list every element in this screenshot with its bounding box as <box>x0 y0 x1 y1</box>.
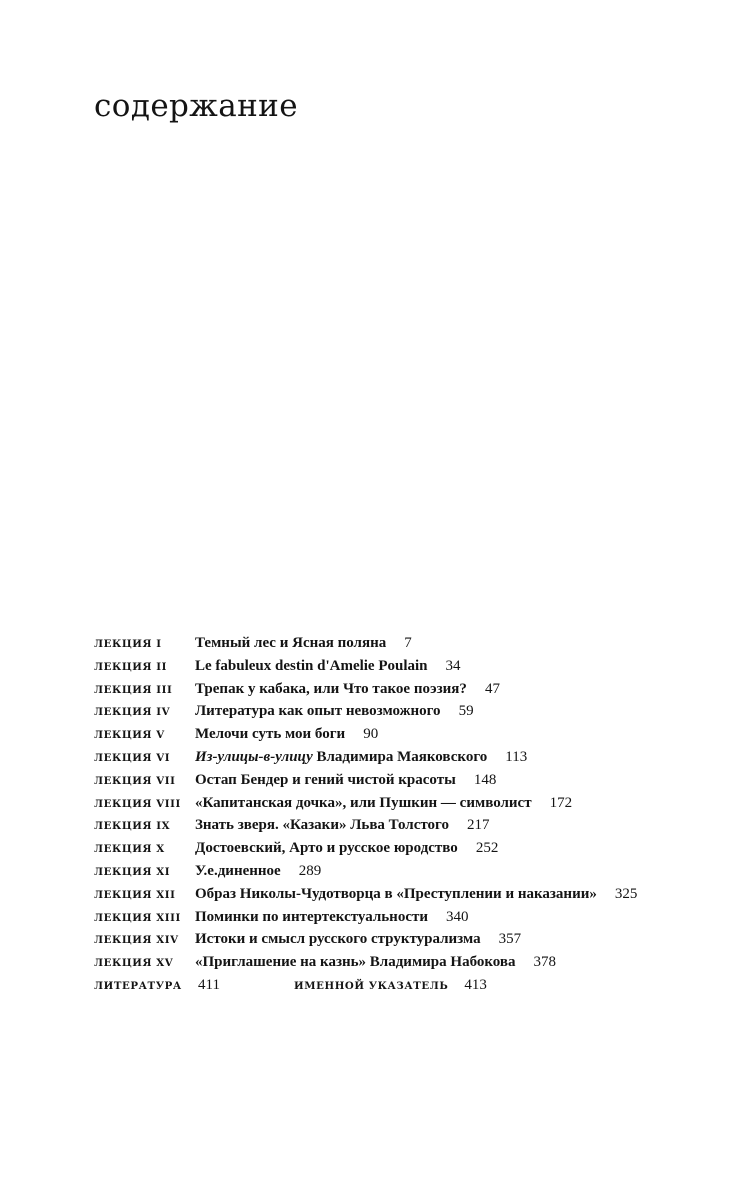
entry-title: «Приглашение на казнь» Владимира Набокова <box>195 954 516 971</box>
lecture-label: ЛЕКЦИЯ VII <box>94 774 176 787</box>
lecture-label: ЛЕКЦИЯ VI <box>94 751 171 764</box>
page-number: 90 <box>363 726 379 743</box>
entry-title: У.е.диненное <box>195 862 281 879</box>
entry-title: Темный лес и Ясная поляна <box>195 635 387 651</box>
lecture-label: ЛЕКЦИЯ IX <box>94 820 171 833</box>
toc-entry-lecture-11[interactable] <box>94 863 714 886</box>
entry-title: Достоевский, Арто и русское юродство <box>195 840 458 857</box>
lecture-label: ЛЕКЦИЯ XIII <box>94 911 181 924</box>
lecture-label: ЛЕКЦИЯ X <box>94 843 165 856</box>
page-number: 378 <box>533 954 557 971</box>
entry-title: «Капитанская дочка», или Пушкин — символист <box>195 794 532 811</box>
lecture-label: ЛЕКЦИЯ I <box>94 638 162 650</box>
page-number: 252 <box>475 840 499 857</box>
page-number: 47 <box>484 680 500 697</box>
entry-title-italic: Из-улицы-в-улицу <box>195 748 313 765</box>
page-number: 34 <box>445 657 461 674</box>
page-number: 172 <box>549 794 573 811</box>
entry-title: Мелочи суть мои боги <box>195 726 346 743</box>
toc-entry-lecture-1[interactable] <box>94 635 714 658</box>
toc-entry-lecture-14[interactable] <box>94 931 714 954</box>
lecture-label: ЛЕКЦИЯ VIII <box>94 797 181 810</box>
toc-entry-lecture-15[interactable] <box>94 954 714 977</box>
page-number: 289 <box>298 862 322 879</box>
page-number: 357 <box>498 931 522 948</box>
entry-title: Остап Бендер и гений чистой красоты <box>195 771 456 788</box>
entry-title-rest: Владимира Маяковского <box>312 748 488 765</box>
table-of-contents <box>94 635 714 1000</box>
page-number: 148 <box>473 771 497 788</box>
literature-page-number: 411 <box>198 976 220 993</box>
lecture-label: ЛЕКЦИЯ XV <box>94 957 174 970</box>
lecture-label: ЛЕКЦИЯ III <box>94 683 173 696</box>
lecture-label: ЛЕКЦИЯ XII <box>94 888 176 901</box>
page-number: 340 <box>445 908 469 925</box>
toc-entry-lecture-12[interactable] <box>94 886 714 909</box>
literature-label[interactable]: ЛИТЕРАТУРА <box>94 979 182 992</box>
index-label[interactable]: ИМЕННОЙ УКАЗАТЕЛЬ <box>294 979 449 992</box>
lecture-label: ЛЕКЦИЯ XI <box>94 865 171 878</box>
entry-title <box>195 749 487 766</box>
entry-title: Поминки по интертекстуальности <box>195 908 428 925</box>
lecture-label: ЛЕКЦИЯ II <box>94 660 167 673</box>
page-number: 113 <box>505 748 528 765</box>
lecture-label: ЛЕКЦИЯ V <box>94 729 165 742</box>
toc-entry-lecture-3[interactable] <box>94 681 714 704</box>
toc-footer-row <box>94 977 714 1000</box>
page-title: содержание <box>94 88 298 124</box>
toc-entry-lecture-9[interactable] <box>94 817 714 840</box>
page-number: 7 <box>404 635 412 651</box>
entry-title: Литература как опыт невозможного <box>195 703 441 720</box>
toc-entry-lecture-8[interactable] <box>94 795 714 818</box>
entry-title: Le fabuleux destin d'Amelie Poulain <box>195 657 428 674</box>
toc-entry-lecture-2[interactable] <box>94 658 714 681</box>
toc-entry-lecture-5[interactable] <box>94 726 714 749</box>
toc-entry-lecture-6[interactable] <box>94 749 714 772</box>
page-number: 217 <box>466 817 490 834</box>
entry-title: Истоки и смысл русского структурализма <box>195 931 481 948</box>
page-number: 325 <box>614 885 638 902</box>
toc-entry-lecture-13[interactable] <box>94 909 714 932</box>
lecture-label: ЛЕКЦИЯ XIV <box>94 934 179 947</box>
entry-title: Образ Николы-Чудотворца в «Преступлении и наказании» <box>195 885 597 902</box>
toc-entry-lecture-4[interactable] <box>94 703 714 726</box>
entry-title: Знать зверя. «Казаки» Льва Толстого <box>195 817 449 834</box>
toc-entry-lecture-7[interactable] <box>94 772 714 795</box>
lecture-label: ЛЕКЦИЯ IV <box>94 706 171 719</box>
index-page-number: 413 <box>464 976 487 993</box>
page-number: 59 <box>458 703 474 720</box>
entry-title: Трепак у кабака, или Что такое поэзия? <box>195 680 467 697</box>
toc-entry-lecture-10[interactable] <box>94 840 714 863</box>
